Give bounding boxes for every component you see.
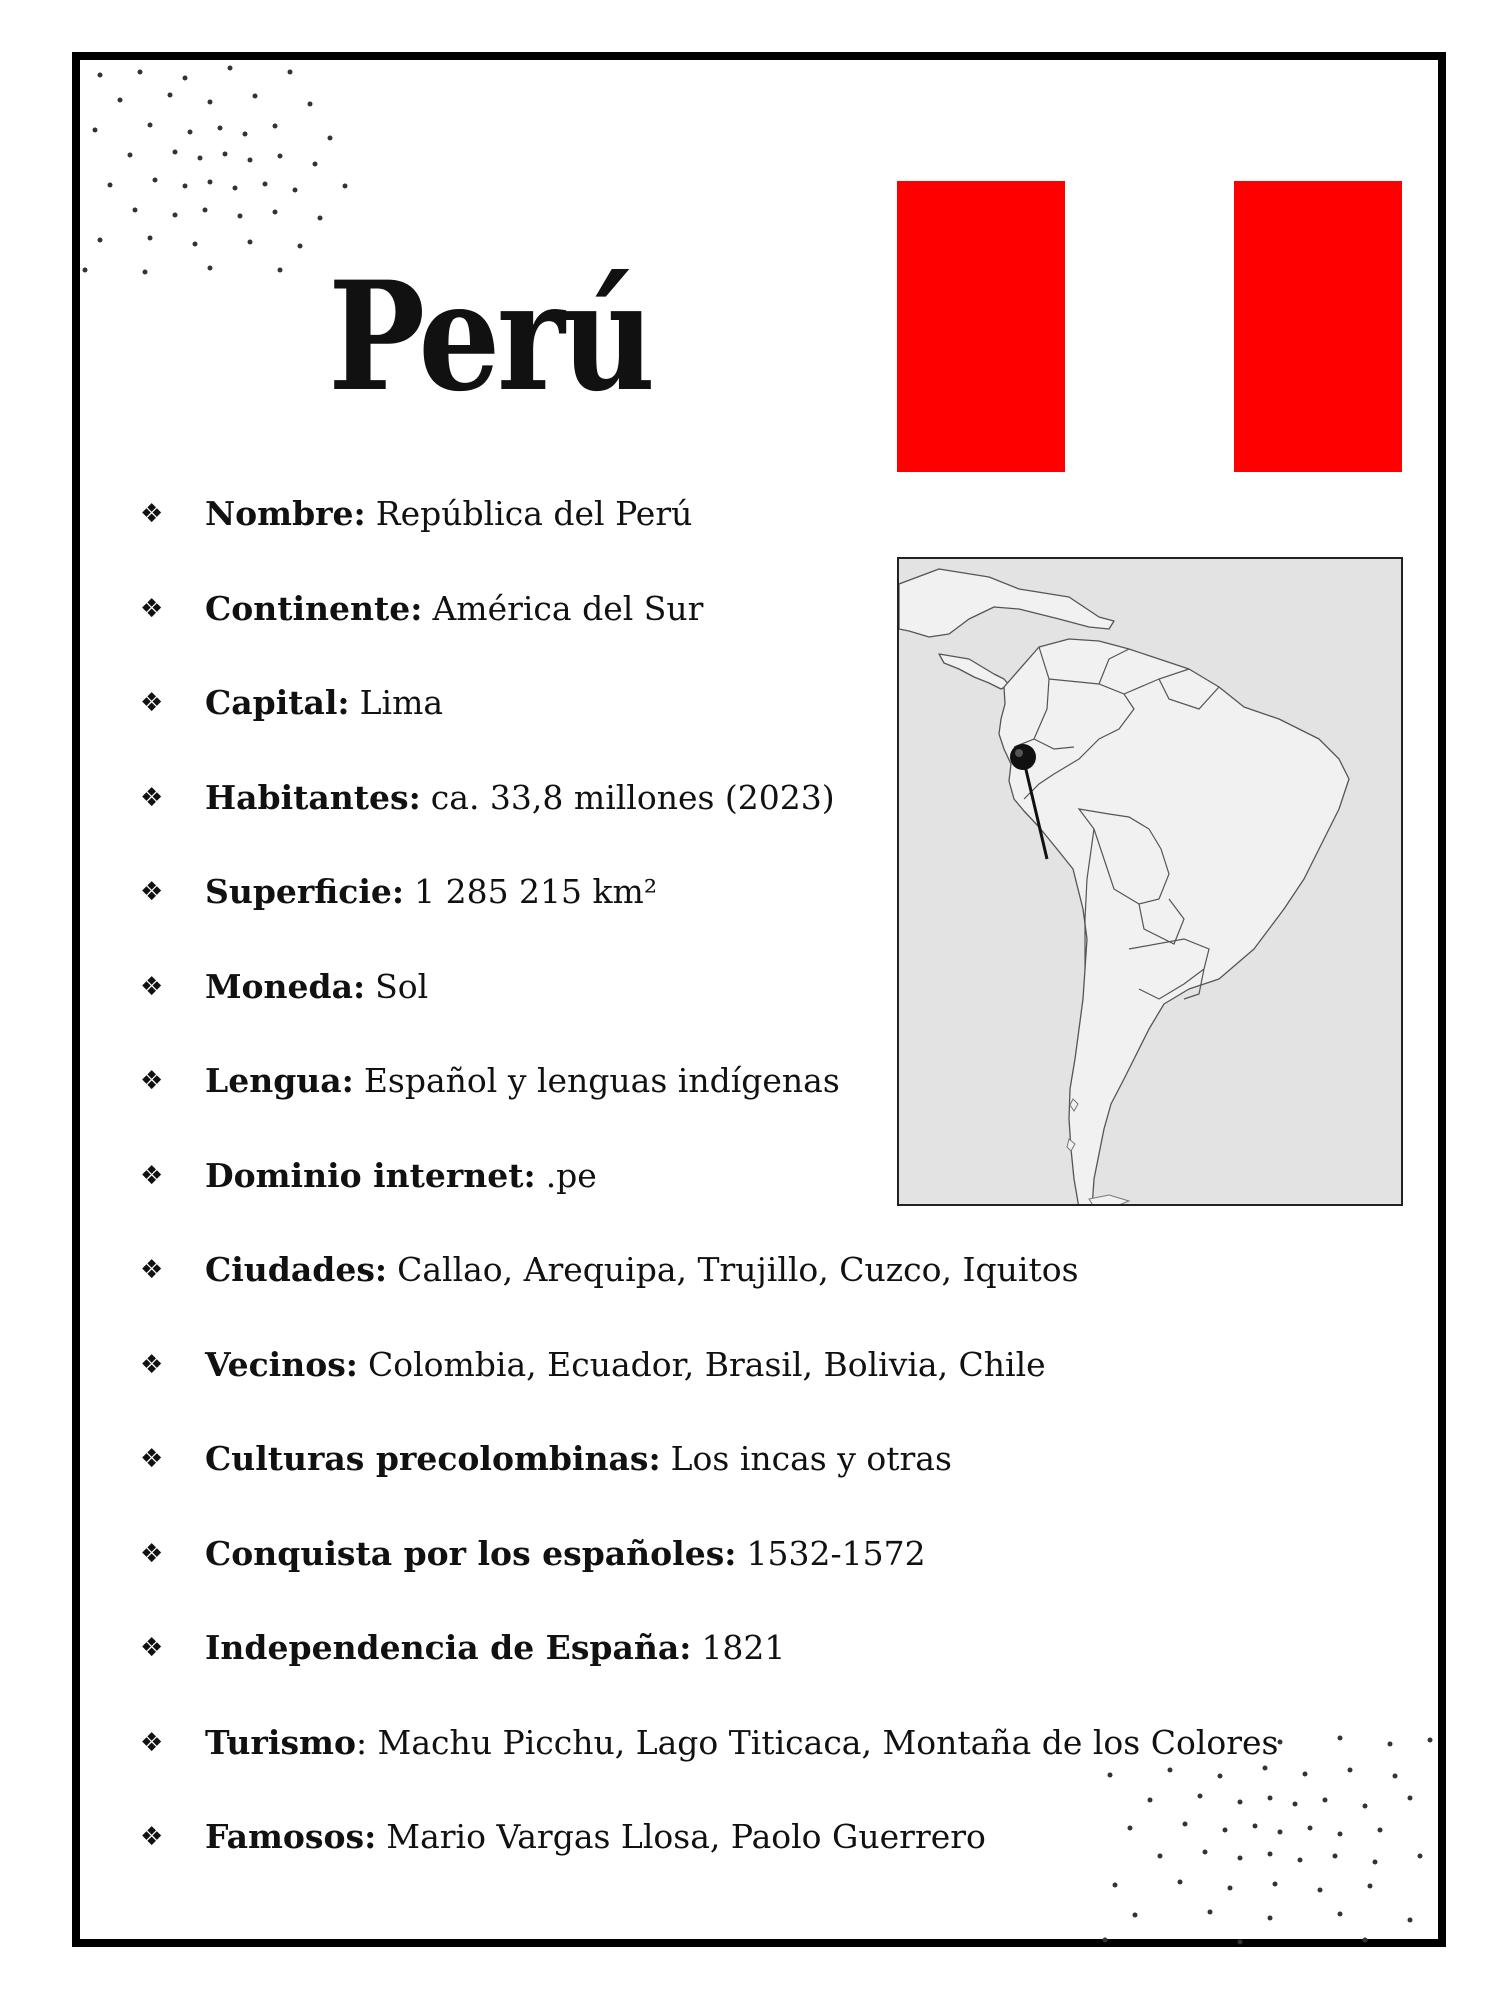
flag-stripe-middle — [1065, 181, 1233, 472]
fact-label: Continente: — [205, 588, 423, 628]
fact-label: Habitantes: — [205, 777, 421, 817]
bullet-icon: ❖ — [140, 1444, 164, 1474]
bullet-icon: ❖ — [140, 782, 164, 813]
fact-label: Superficie: — [205, 872, 405, 911]
bullet-icon: ❖ — [140, 499, 164, 529]
fact-label: Capital: — [205, 683, 350, 722]
bullet-icon: ❖ — [140, 1727, 164, 1758]
page-title: Perú — [328, 249, 652, 425]
fact-value: Callao, Arequipa, Trujillo, Cuzco, Iquitos — [397, 1250, 1079, 1289]
bullet-icon: ❖ — [140, 1538, 164, 1569]
bullet-icon: ❖ — [140, 593, 164, 624]
fact-label: Vecinos: — [205, 1344, 358, 1384]
bullet-icon: ❖ — [140, 877, 164, 907]
fact-value: : Machu Picchu, Lago Titicaca, Montaña de los Colores — [355, 1722, 1279, 1762]
fact-habitantes — [140, 774, 1300, 869]
fact-value: Colombia, Ecuador, Brasil, Bolivia, Chile — [367, 1344, 1046, 1384]
fact-label: Ciudades: — [205, 1250, 388, 1289]
fact-nombre — [140, 490, 1300, 585]
fact-label: Moneda: — [205, 966, 366, 1006]
fact-label: Culturas precolombinas: — [205, 1439, 661, 1478]
fact-label: Turismo — [205, 1722, 356, 1762]
decorative-dots-top-left — [80, 60, 380, 280]
fact-label: Famosos: — [205, 1817, 377, 1856]
fact-value: América del Sur — [432, 588, 704, 628]
bullet-icon: ❖ — [140, 1160, 164, 1191]
fact-value: Mario Vargas Llosa, Paolo Guerrero — [386, 1817, 986, 1856]
fact-moneda — [140, 963, 1300, 1058]
fact-lengua — [140, 1057, 1300, 1152]
fact-label: Conquista por los españoles: — [205, 1533, 737, 1573]
fact-value: Lima — [359, 683, 444, 722]
fact-capital — [140, 679, 1300, 774]
fact-culturas-precolombinas — [140, 1435, 1300, 1530]
fact-ciudades — [140, 1246, 1300, 1341]
fact-label: Independencia de España: — [205, 1628, 692, 1667]
fact-value: Sol — [375, 966, 429, 1006]
fact-continente — [140, 585, 1300, 680]
flag-stripe-left — [897, 181, 1065, 472]
bullet-icon: ❖ — [140, 1633, 164, 1663]
fact-value: 1532-1572 — [746, 1533, 926, 1573]
fact-independencia — [140, 1624, 1300, 1719]
fact-vecinos — [140, 1341, 1300, 1436]
fact-value: 1821 — [701, 1628, 786, 1667]
fact-conquista — [140, 1530, 1300, 1625]
fact-dominio-internet — [140, 1152, 1300, 1247]
fact-label: Dominio internet: — [205, 1155, 536, 1195]
fact-value: 1 285 215 km² — [414, 872, 658, 911]
flag-stripe-right — [1234, 181, 1402, 472]
bullet-icon: ❖ — [140, 688, 164, 718]
flag-of-peru — [897, 181, 1402, 472]
fact-famosos — [140, 1813, 1300, 1908]
fact-value: República del Perú — [375, 494, 693, 533]
facts-list — [140, 490, 1300, 1908]
fact-superficie — [140, 868, 1300, 963]
bullet-icon: ❖ — [140, 1255, 164, 1285]
dots-pattern-icon — [80, 60, 380, 280]
fact-label: Nombre: — [205, 494, 366, 533]
fact-value: .pe — [545, 1155, 597, 1195]
bullet-icon: ❖ — [140, 1349, 164, 1380]
fact-label: Lengua: — [205, 1061, 354, 1100]
fact-turismo — [140, 1719, 1300, 1814]
fact-value: Español y lenguas indígenas — [363, 1061, 840, 1100]
bullet-icon: ❖ — [140, 1066, 164, 1096]
fact-value: Los incas y otras — [670, 1439, 952, 1478]
bullet-icon: ❖ — [140, 1822, 164, 1852]
bullet-icon: ❖ — [140, 971, 164, 1002]
fact-value: ca. 33,8 millones (2023) — [430, 777, 835, 817]
